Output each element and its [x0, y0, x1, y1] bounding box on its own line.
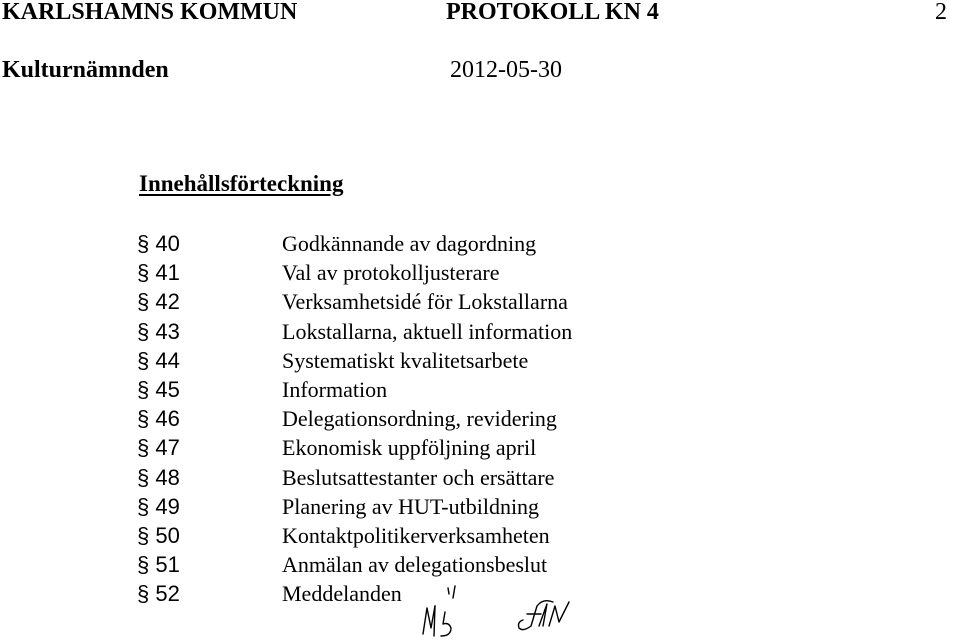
toc-section-title: Systematiskt kvalitetsarbete — [282, 347, 529, 373]
toc-heading: Innehållsförteckning — [139, 171, 344, 196]
protocol-date: 2012-05-30 — [450, 57, 562, 83]
toc-section-number: § 40 — [137, 231, 180, 256]
toc-item — [137, 404, 697, 433]
toc-section-title: Planering av HUT-utbildning — [282, 493, 540, 519]
toc-section-title: Kontaktpolitikerverksamheten — [282, 522, 550, 548]
toc-item — [137, 492, 697, 521]
toc-section-title: Delegationsordning, revidering — [282, 406, 557, 432]
toc-item — [137, 521, 697, 550]
signature-initials-2 — [519, 601, 570, 630]
toc-section-title: Anmälan av delegationsbeslut — [282, 552, 548, 578]
toc-section-number: § 47 — [137, 435, 180, 461]
toc-section-title: Lokstallarna, aktuell information — [282, 318, 573, 344]
toc-section-number: § 52 — [137, 581, 180, 607]
toc-section-number: § 51 — [137, 552, 180, 578]
toc-list — [137, 229, 697, 608]
toc-section-number: § 48 — [137, 464, 180, 490]
toc-section-number: § 42 — [137, 289, 180, 315]
toc-section-title: Beslutsattestanter och ersättare — [282, 464, 555, 490]
toc-section-number: § 50 — [137, 522, 180, 548]
toc-item — [137, 287, 697, 316]
toc-section-number: § 41 — [137, 260, 180, 286]
toc-item — [137, 317, 697, 346]
toc-item — [137, 229, 697, 258]
signature-initials — [415, 578, 615, 640]
toc-section-title: Verksamhetsidé för Lokstallarna — [282, 289, 568, 315]
toc-section-number: § 46 — [137, 406, 180, 432]
toc-section-title: Meddelanden — [282, 581, 402, 607]
toc-section-number: § 44 — [137, 347, 180, 373]
toc-item — [137, 375, 697, 404]
toc-section-title: Godkännande av dagordning — [282, 231, 537, 256]
toc-section-number: § 49 — [137, 493, 180, 519]
toc-item — [137, 346, 697, 375]
toc-section-title: Val av protokolljusterare — [282, 260, 500, 286]
toc-item — [137, 258, 697, 287]
toc-section-number: § 43 — [137, 318, 180, 344]
municipality-name: KARLSHAMNS KOMMUN — [2, 0, 298, 25]
committee-name: Kulturnämnden — [2, 57, 169, 83]
toc-item — [137, 550, 697, 579]
toc-item — [137, 463, 697, 492]
toc-item — [137, 433, 697, 462]
protocol-title: PROTOKOLL KN 4 — [446, 0, 659, 25]
toc-section-title: Information — [282, 376, 388, 402]
signature-initials-1 — [423, 586, 455, 636]
page-number: 2 — [935, 0, 947, 25]
toc-section-number: § 45 — [137, 376, 180, 402]
toc-section-title: Ekonomisk uppföljning april — [282, 435, 537, 461]
